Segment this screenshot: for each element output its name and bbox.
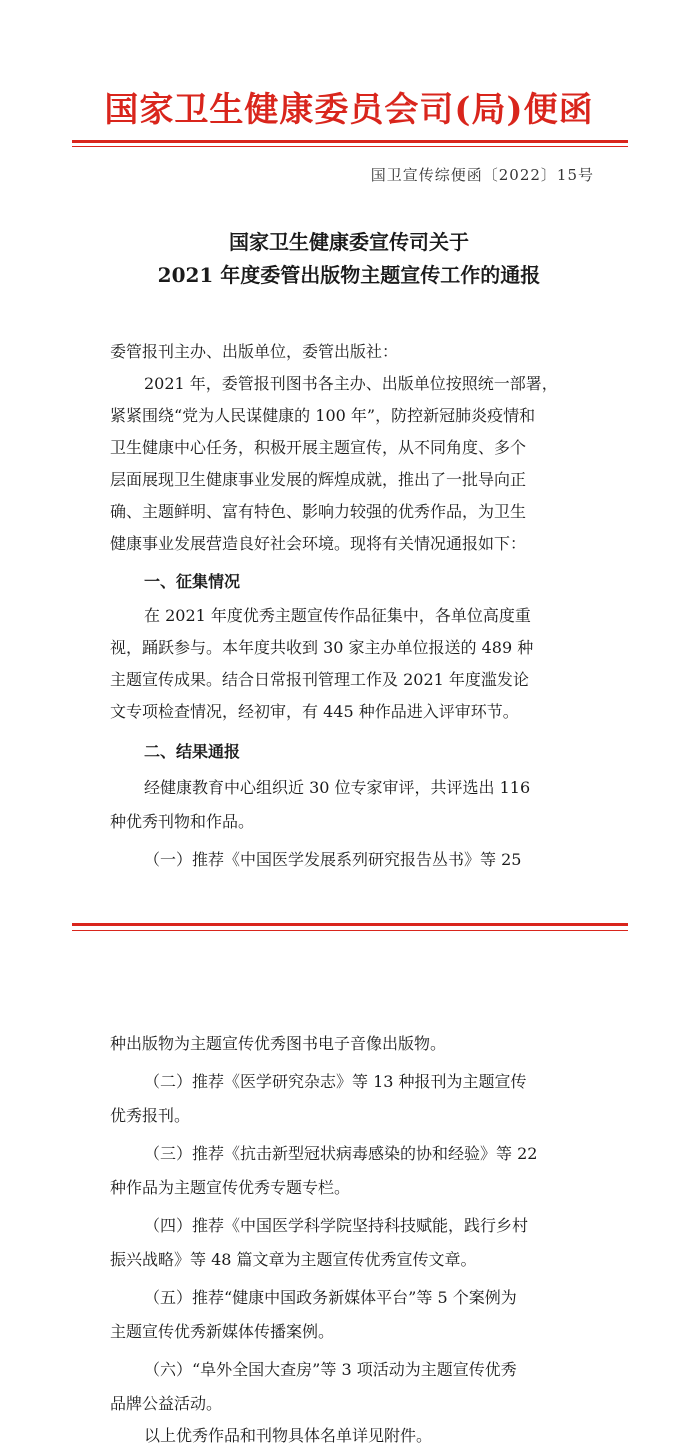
body-line: （四）推荐《中国医学科学院坚持科技赋能，践行乡村 — [144, 1216, 529, 1235]
body-line: 种作品为主题宣传优秀专题专栏。 — [110, 1178, 351, 1197]
body-line: 2021 年，委管报刊图书各主办、出版单位按照统一部署， — [144, 374, 558, 393]
body-line: 种出版物为主题宣传优秀图书电子音像出版物。 — [110, 1034, 447, 1053]
salutation: 委管报刊主办、出版单位，委管出版社： — [110, 342, 399, 361]
page-separator-thick — [72, 923, 628, 926]
body-line: （二）推荐《医学研究杂志》等 13 种报刊为主题宣传 — [144, 1072, 527, 1091]
body-line: 种优秀刊物和作品。 — [110, 812, 255, 831]
body-line: 确、主题鲜明、富有特色、影响力较强的优秀作品，为卫生 — [110, 502, 527, 521]
body-line: （一）推荐《中国医学发展系列研究报告丛书》等 25 — [144, 850, 522, 869]
body-line: 健康事业发展营造良好社会环境。现将有关情况通报如下： — [110, 534, 527, 553]
section-heading-collection: 一、征集情况 — [144, 572, 241, 591]
body-line: 主题宣传成果。结合日常报刊管理工作及 2021 年度滥发论 — [110, 670, 529, 689]
letterhead-rule-thick — [72, 140, 628, 143]
body-line: （五）推荐“健康中国政务新媒体平台”等 5 个案例为 — [144, 1288, 517, 1307]
body-line: 品牌公益活动。 — [110, 1394, 223, 1413]
body-line: 文专项检查情况，经初审，有 445 种作品进入评审环节。 — [110, 702, 519, 721]
section-heading-results: 二、结果通报 — [144, 742, 241, 761]
document-title-line1: 国家卫生健康委宣传司关于 — [229, 230, 469, 254]
body-line: 优秀报刊。 — [110, 1106, 191, 1125]
body-line: 视，踊跃参与。本年度共收到 30 家主办单位报送的 489 种 — [110, 638, 534, 657]
document-title-line2: 2021 年度委管出版物主题宣传工作的通报 — [157, 263, 541, 287]
body-line: （三）推荐《抗击新型冠状病毒感染的协和经验》等 22 — [144, 1144, 538, 1163]
page-separator-thin — [72, 930, 628, 931]
body-line: （六）“阜外全国大查房”等 3 项活动为主题宣传优秀 — [144, 1360, 517, 1379]
letterhead-title: 国家卫生健康委员会司(局)便函 — [104, 90, 594, 130]
body-line: 卫生健康中心任务，积极开展主题宣传，从不同角度、多个 — [110, 438, 527, 457]
body-line: 以上优秀作品和刊物具体名单详见附件。 — [144, 1426, 433, 1445]
body-line: 主题宣传优秀新媒体传播案例。 — [110, 1322, 335, 1341]
body-line: 在 2021 年度优秀主题宣传作品征集中，各单位高度重 — [144, 606, 531, 625]
body-line: 层面展现卫生健康事业发展的辉煌成就，推出了一批导向正 — [110, 470, 527, 489]
body-line: 振兴战略》等 48 篇文章为主题宣传优秀宣传文章。 — [110, 1250, 477, 1269]
body-line: 紧紧围绕“党为人民谋健康的 100 年”，防控新冠肺炎疫情和 — [110, 406, 536, 425]
letterhead-rule-thin — [72, 146, 628, 147]
document-number: 国卫宣传综便函〔2022〕15号 — [370, 166, 594, 184]
body-line: 经健康教育中心组织近 30 位专家审评，共评选出 116 — [144, 778, 531, 797]
